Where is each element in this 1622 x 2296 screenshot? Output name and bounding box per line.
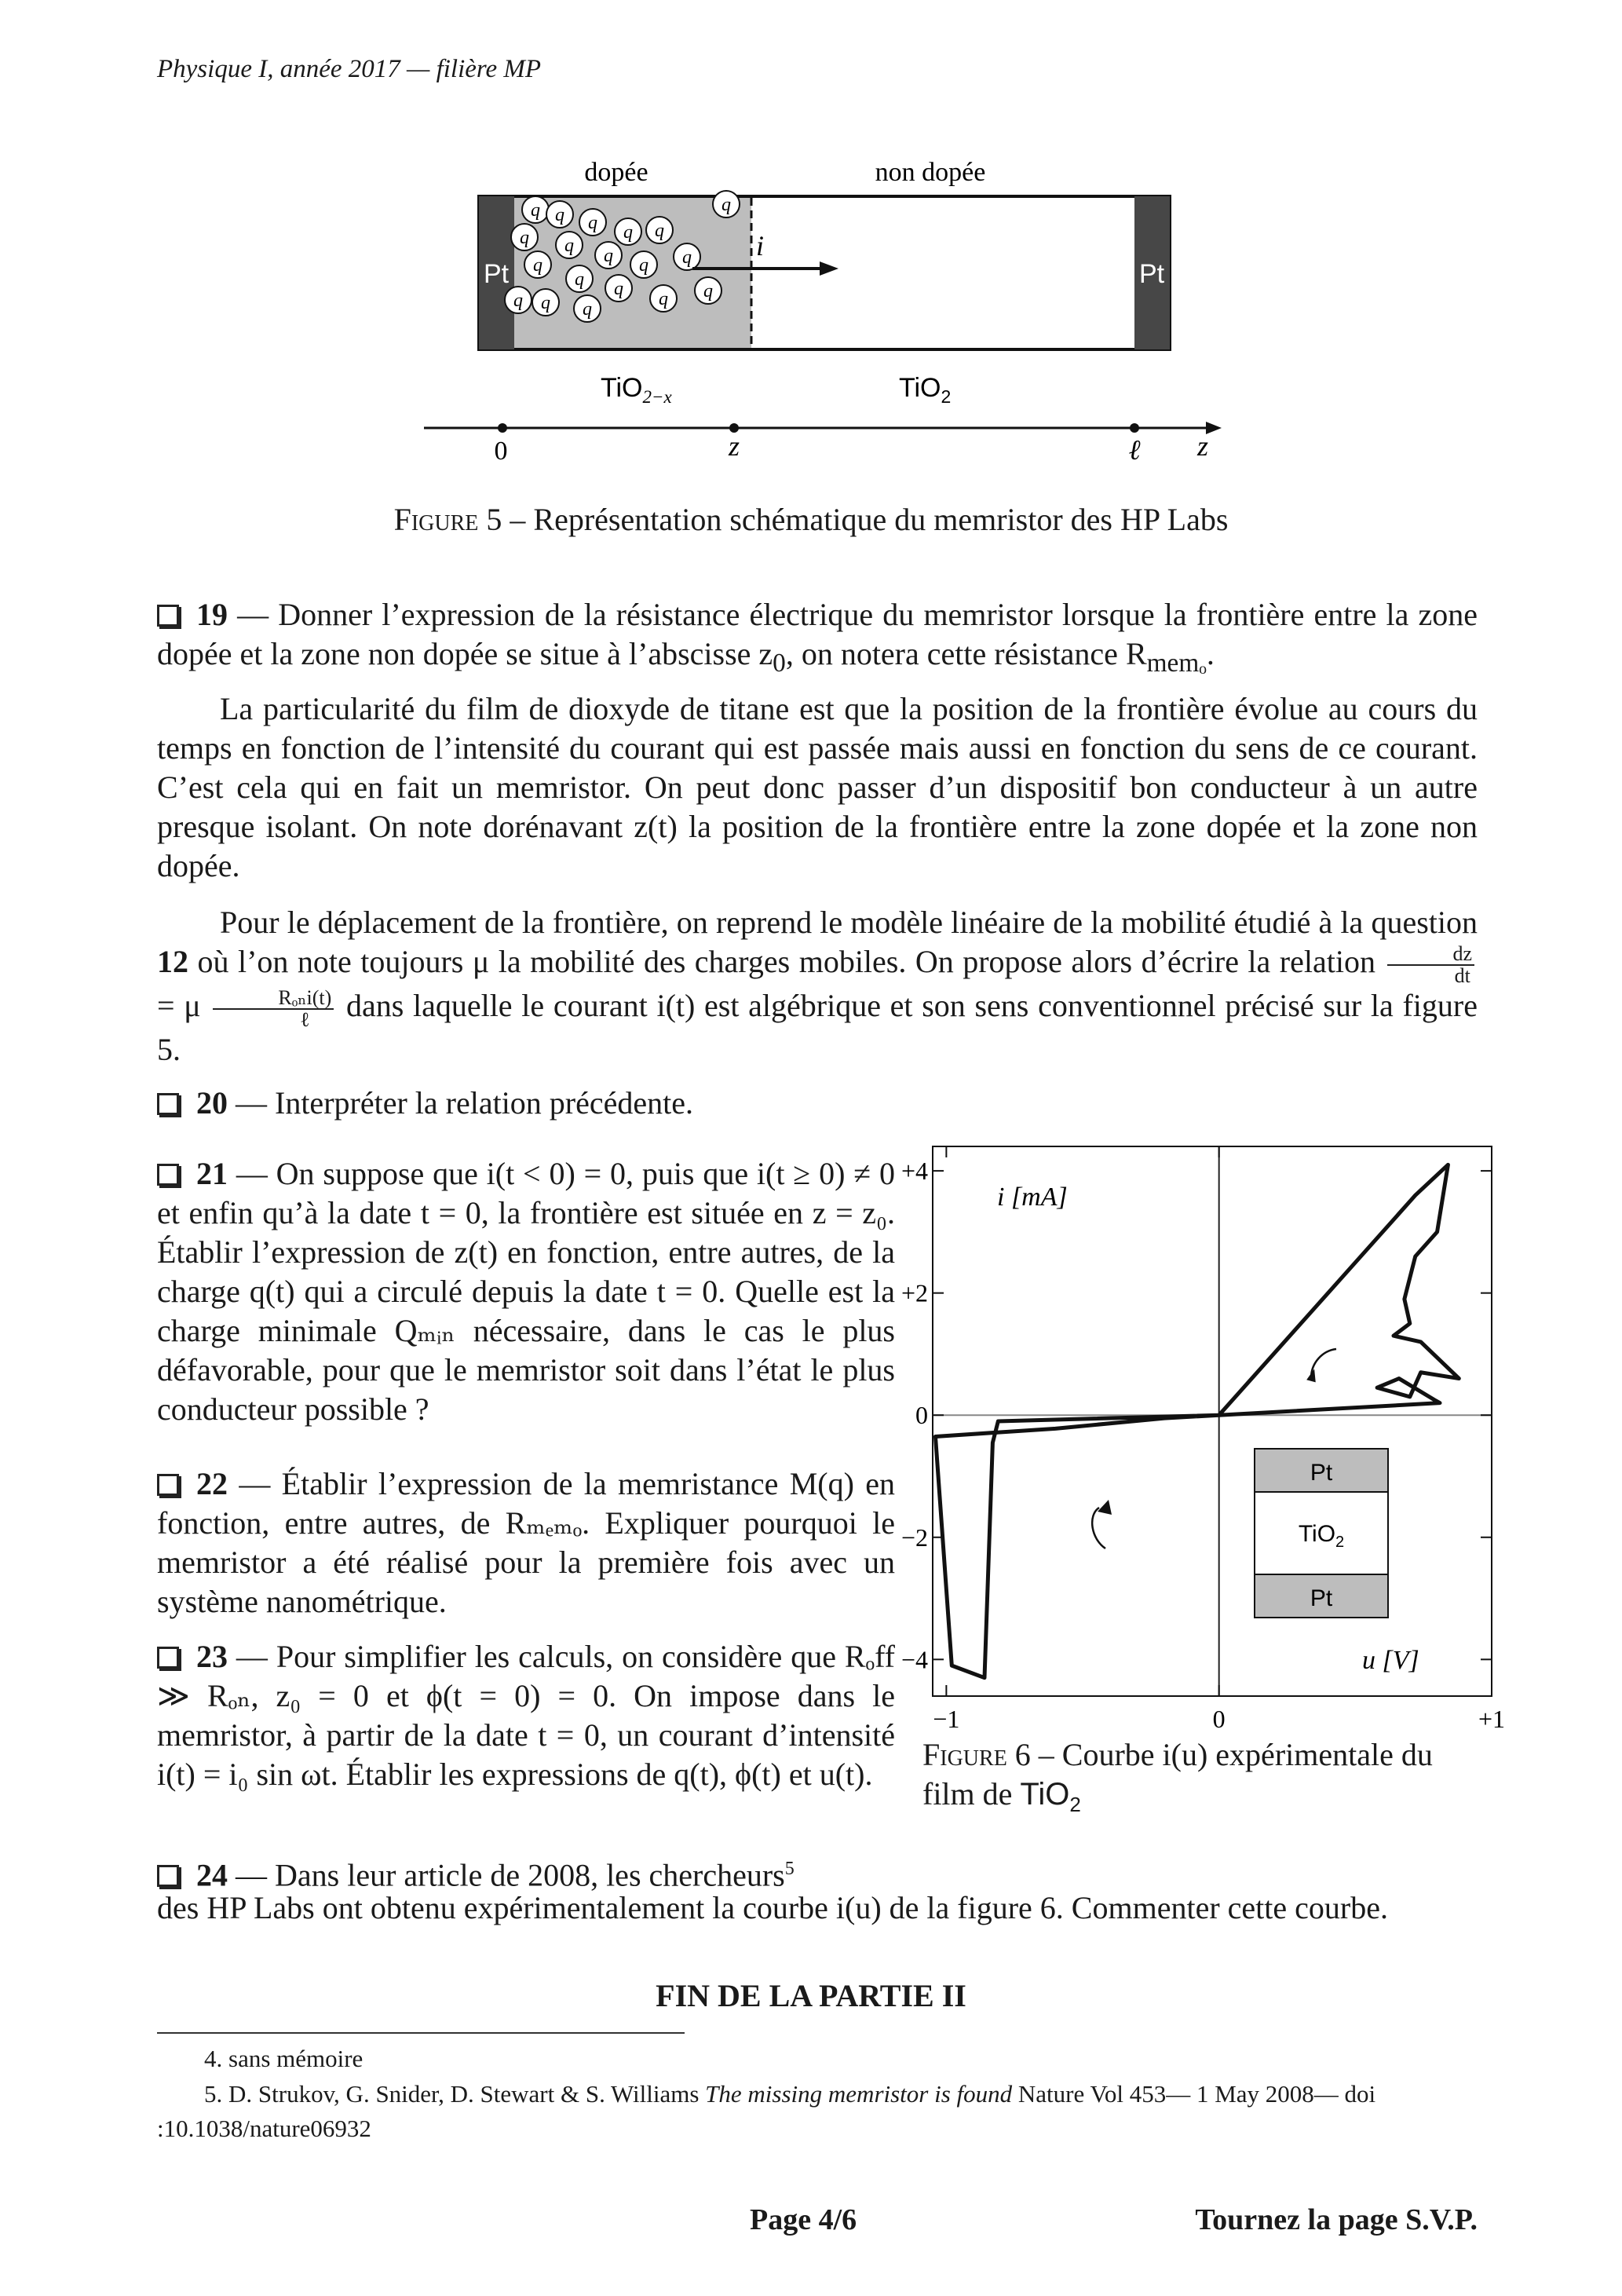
turn-page: Tournez la page S.V.P. <box>1195 2203 1478 2236</box>
svg-text:q: q <box>703 281 713 302</box>
page-header: Physique I, année 2017 — filière MP <box>157 55 542 83</box>
charge-q <box>615 218 641 245</box>
y-tick-label: +4 <box>901 1157 928 1186</box>
inset-bot: Pt <box>1310 1585 1333 1611</box>
checkbox-icon <box>157 1865 179 1887</box>
axis-z: z <box>1196 430 1209 462</box>
x-tick-label: 0 <box>1212 1705 1226 1733</box>
footnote-4: 4. sans mémoire <box>204 2045 363 2072</box>
axis-z-mid: z <box>728 430 740 462</box>
inset-mid: TiO$_2$ <box>1298 1521 1345 1551</box>
charge-q <box>532 289 559 316</box>
checkbox-icon <box>157 1164 179 1186</box>
charge-q <box>522 196 549 223</box>
svg-text:q: q <box>520 228 529 248</box>
footnote-ref-5: 5 <box>784 1859 795 1879</box>
svg-text:q: q <box>541 293 550 313</box>
x-tick-label: +1 <box>1478 1705 1506 1733</box>
charge-q <box>524 251 551 278</box>
question-24-rest: des HP Labs ont obtenu expérimentalement la courbe i(u) de la figure 6. Commenter cette courbe. <box>157 1890 1388 1925</box>
charge-q <box>646 217 673 243</box>
question-19: 19 — Donner l’expression de la résistance électrique du memristor lorsque la frontière entre la zone dopée et la zone non dopée se situe à l’abscisse $z_0$, on notera cette résistance $R_{mem_o}$. <box>157 597 1478 678</box>
svg-text:q: q <box>623 222 633 243</box>
charge-q <box>579 209 606 236</box>
figure-5-diagram <box>408 145 1248 475</box>
inset-layers <box>1255 1449 1388 1618</box>
figure-6-chart <box>901 1143 1506 1739</box>
checkbox-icon <box>157 605 179 627</box>
axis-zero: 0 <box>494 437 508 466</box>
charge-q <box>713 191 740 218</box>
figure-5-caption: Figure 5 – Représentation schématique du memristor des HP Labs <box>393 502 1229 537</box>
question-20: 20 — Interpréter la relation précédente. <box>157 1084 1478 1123</box>
svg-text:q: q <box>655 221 664 241</box>
fraction-ron-i: $\frac{\text{Rₒₙi(t)}}{\text{ℓ}}$ <box>213 988 334 1030</box>
y-tick-label: −2 <box>901 1523 928 1552</box>
footnote-rule <box>157 2032 685 2034</box>
material-left: TiO$_{2-x}$ <box>601 373 672 407</box>
end-of-part: FIN DE LA PARTIE II <box>656 1978 966 2013</box>
charge-q <box>605 275 632 302</box>
charge-q <box>674 243 700 270</box>
charge-q <box>511 224 538 250</box>
charge-q <box>505 287 532 313</box>
charge-q <box>574 295 601 322</box>
paragraph-2: Pour le déplacement de la frontière, on reprend le modèle linéaire de la mobilité étudié à la question 12 où l’on note toujours μ la mobilité des charges mobiles. On propose alors d’écrire la relation $\frac{dz}{dt}$ = μ $\frac{\text{Rₒₙi(t)}}{\text{ℓ}}$ dans laquelle le courant i(t) est algébrique et son sens conventionnel précisé sur la figure 5. <box>157 905 1478 1067</box>
svg-text:q: q <box>533 255 542 276</box>
svg-text:q: q <box>659 289 668 309</box>
svg-text:q: q <box>721 195 731 215</box>
x-axis-label: u [V] <box>1362 1646 1419 1675</box>
svg-text:q: q <box>639 255 648 276</box>
y-tick-label: +2 <box>901 1278 928 1307</box>
y-axis-label: i [mA] <box>997 1183 1068 1212</box>
inset-top: Pt <box>1310 1460 1333 1486</box>
svg-text:q: q <box>513 291 523 311</box>
charge-q <box>695 277 721 304</box>
figure-6-caption: Figure 6 – Courbe i(u) expérimentale du film de TiO$_2$ <box>922 1737 1433 1816</box>
svg-text:q: q <box>614 279 623 299</box>
label-non-dopee: non dopée <box>875 158 986 187</box>
svg-text:q: q <box>575 269 584 290</box>
y-tick-label: 0 <box>915 1401 928 1430</box>
paragraph-1: La particularité du film de dioxyde de titane est que la position de la frontière évolue au cours du temps en fonction de l’intensité du courant qui est passée mais aussi en fonction du sens de ce courant. C’est cela qui en fait un memristor. On peut donc passer d’un dispositif bon conducteur à un autre presque isolant. On note dorénavant z(t) la position de la frontière entre la zone dopée et la zone non dopée. <box>157 691 1478 883</box>
y-tick-label: −4 <box>901 1645 928 1674</box>
svg-text:q: q <box>564 236 574 256</box>
checkbox-icon <box>157 1474 179 1496</box>
electrode-right: Pt <box>1138 259 1165 289</box>
electrode-left: Pt <box>483 259 510 289</box>
svg-text:q: q <box>682 247 692 268</box>
charge-q <box>566 265 593 292</box>
question-21: 21 — On suppose que i(t < 0) = 0, puis que i(t ≥ 0) ≠ 0 et enfin qu’à la date t = 0, la frontière est située en z = z₀. Établir l’expression de z(t) en fonction, entre autres, de la charge q(t) qui a circulé depuis la date t = 0. Quelle est la charge minimale Qₘᵢₙ nécessaire, dans le cas le plus défavorable, pour que le memristor soit dans l’état le plus conducteur possible ? <box>157 1156 895 1427</box>
charge-q <box>546 201 573 228</box>
axis-l: ℓ <box>1128 434 1141 466</box>
checkbox-icon <box>157 1093 179 1115</box>
svg-text:q: q <box>604 246 613 266</box>
material-right: TiO$_2$ <box>899 373 952 407</box>
footnote-5: 5. D. Strukov, G. Snider, D. Stewart & S. Williams The missing memristor is found Nature Vol 453— 1 May 2008— doi :10.1038/nature06932 <box>157 2080 1376 2142</box>
current-label: i <box>756 230 765 261</box>
question-22: 22 — Établir l’expression de la memristance M(q) en fonction, entre autres, de Rₘₑₘₒ. Expliquer pourquoi le memristor a été réalisé pour la première fois avec un système nanométrique. <box>157 1466 895 1619</box>
svg-text:q: q <box>588 213 597 233</box>
charge-q <box>595 242 622 269</box>
label-dopee: dopée <box>584 158 648 187</box>
x-tick-label: −1 <box>933 1705 960 1733</box>
question-24-line1: 24 — Dans leur article de 2008, les chercheurs$^5$ <box>157 1849 895 1895</box>
charge-q <box>650 285 677 312</box>
svg-text:q: q <box>555 205 564 225</box>
charge-q <box>630 251 657 278</box>
fraction-dz-dt: $\frac{dz}{dt}$ <box>1387 944 1474 986</box>
page-number: Page 4/6 <box>750 2203 857 2236</box>
svg-text:q: q <box>583 299 592 320</box>
question-23: 23 — Pour simplifier les calculs, on considère que Rₒff ≫ Rₒₙ, z₀ = 0 et ϕ(t = 0) = 0. On impose dans le memristor, à partir de la date t = 0, un courant d’intensité i(t) = i₀ sin ωt. Établir les expressions de q(t), ϕ(t) et u(t). <box>157 1639 895 1792</box>
checkbox-icon <box>157 1647 179 1669</box>
charge-q <box>556 232 583 258</box>
svg-text:q: q <box>531 200 540 221</box>
